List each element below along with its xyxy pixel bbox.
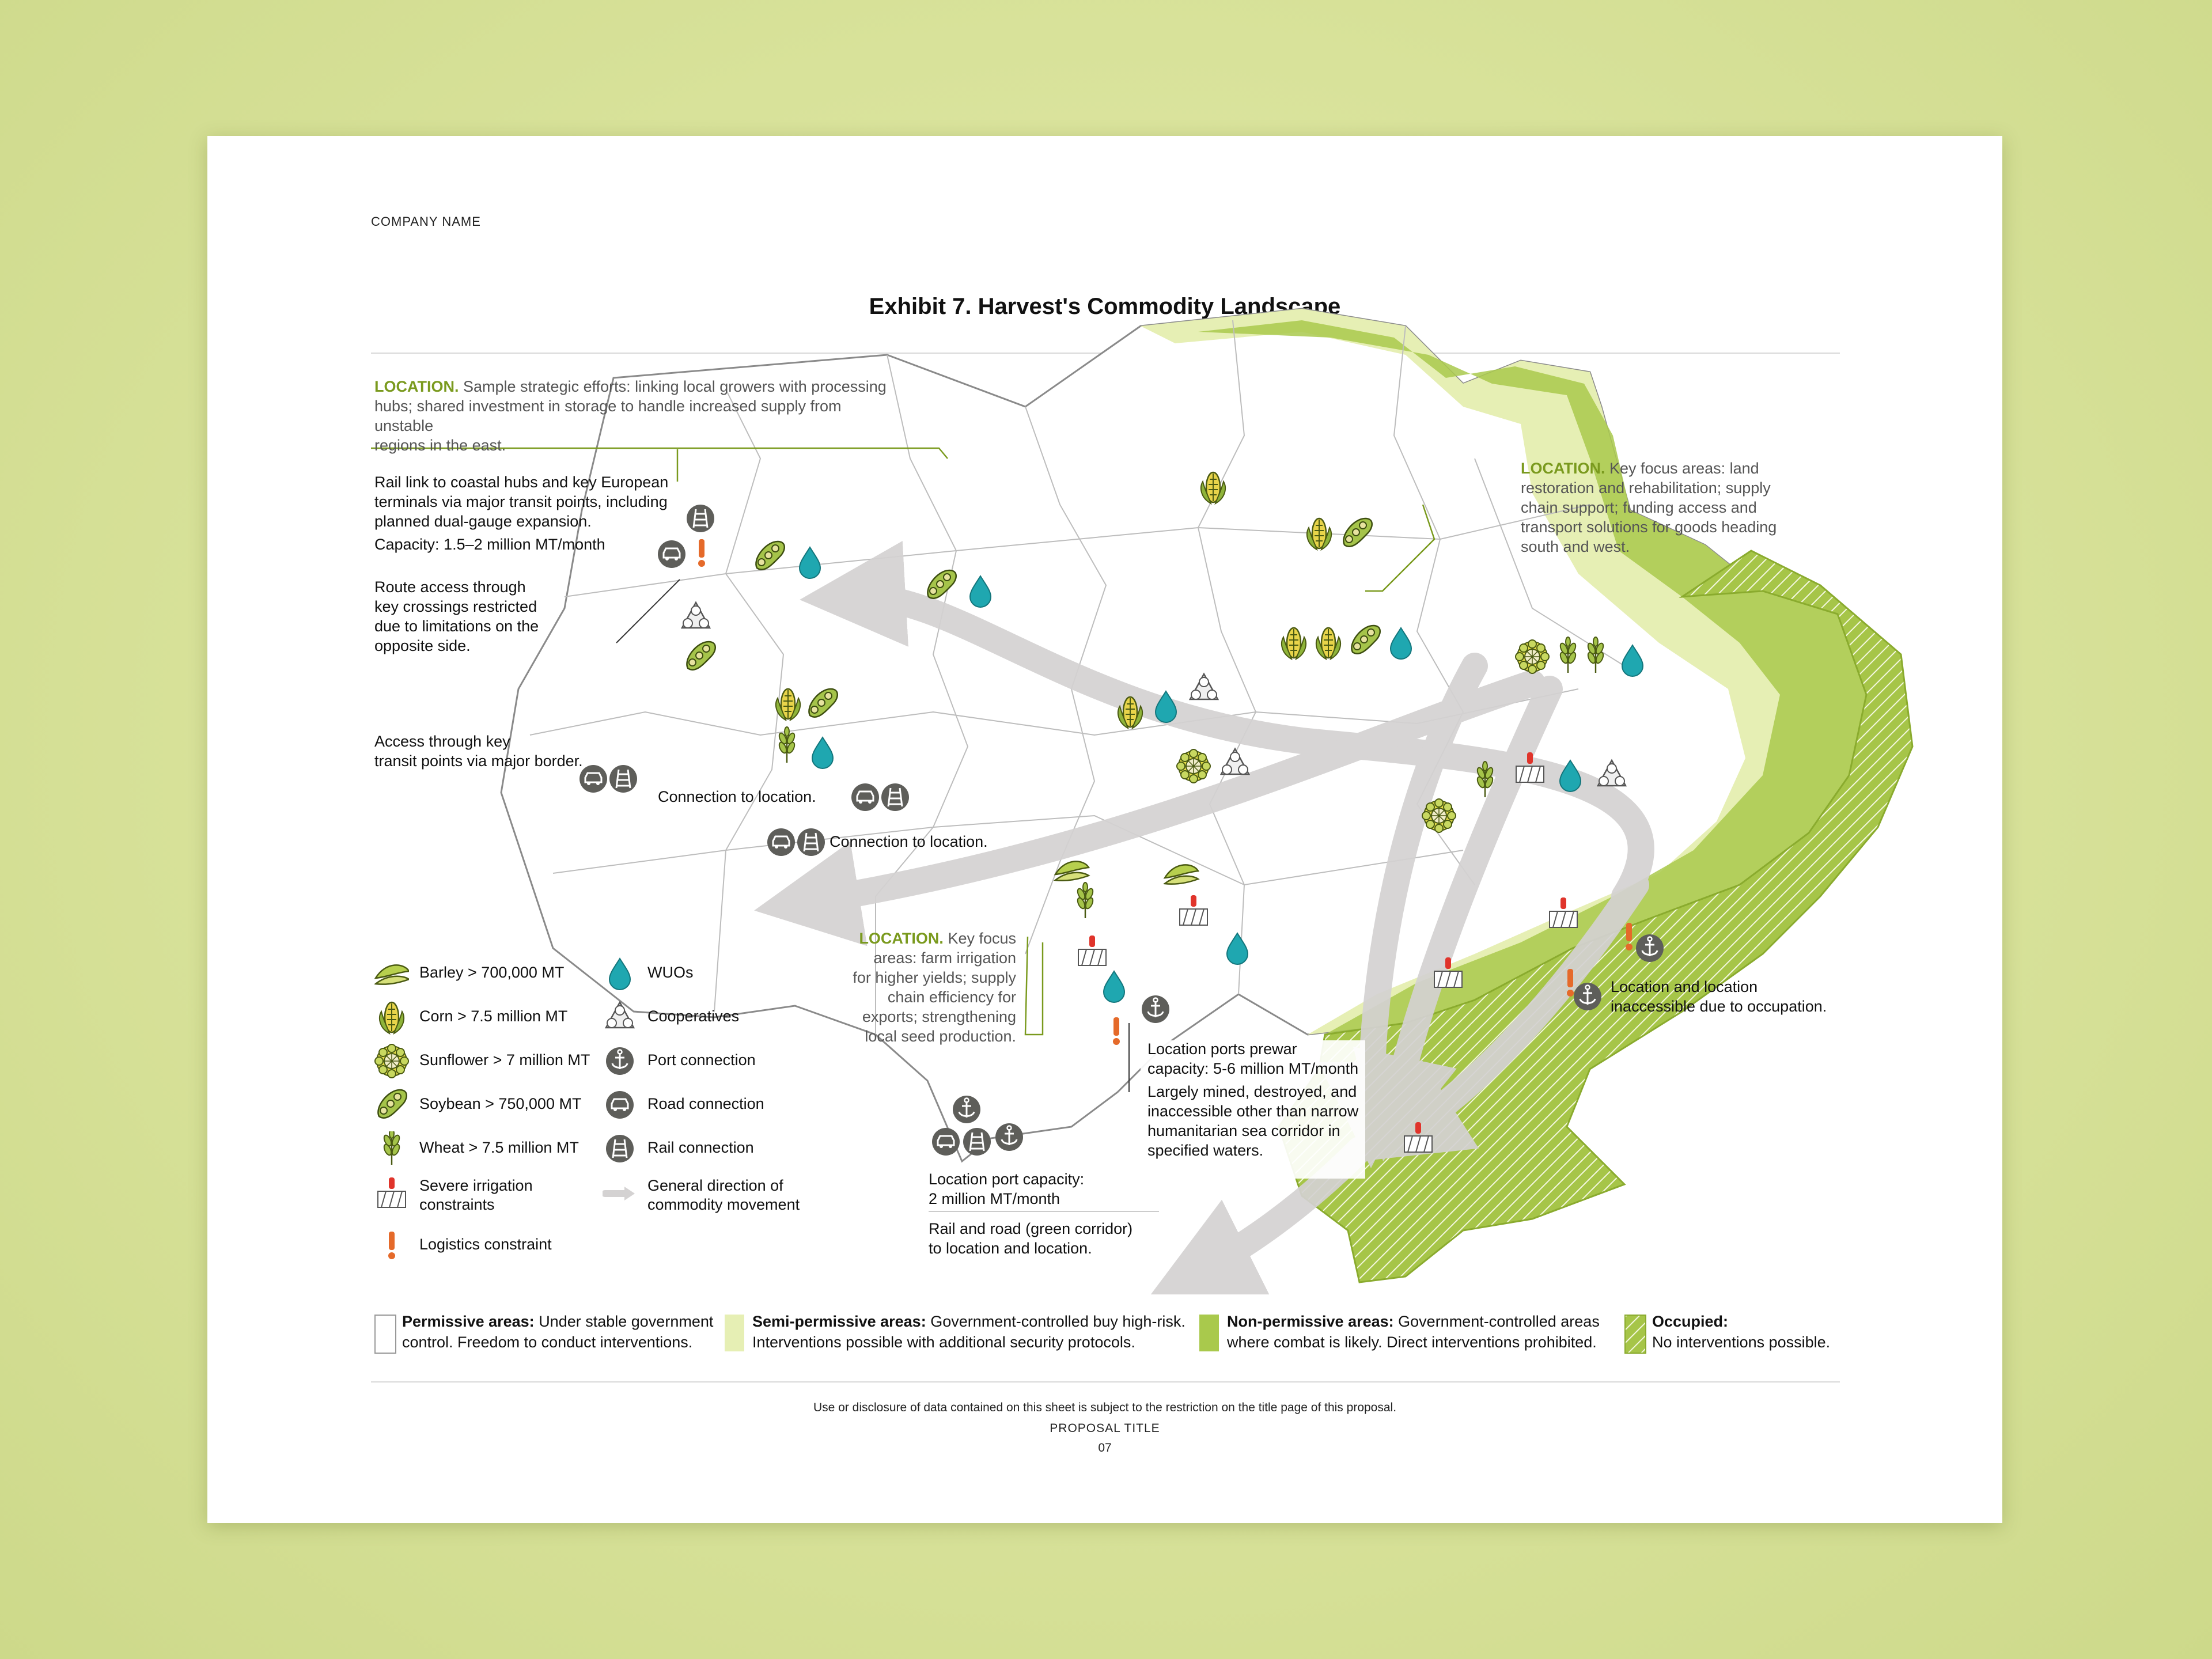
car-icon: [603, 1088, 637, 1122]
map-logistics-constraint-icon: [1626, 923, 1633, 950]
access-transit-callout: Access through key transit points via major border.: [374, 733, 583, 770]
route-access-callout: Route access through key crossings restricted due to limitations on the opposite side.: [374, 578, 539, 654]
map-rail-icon: [797, 828, 825, 856]
south-location-callout: LOCATION. Key focus areas: farm irrigation for higher yields; supply chain efficiency for exports; strengthening local seed production.: [853, 930, 1016, 1045]
rail-link-callout: Rail link to coastal hubs and key European terminals via major transit points, including planned dual-gauge expansion. Capacity: 1.5–2 million MT/month: [374, 474, 669, 553]
connection-callout-1: Connection to location.: [658, 788, 816, 805]
wheat-icon: [374, 1131, 409, 1166]
map-anchor-icon: [1142, 995, 1169, 1023]
occupied-ports-callout: Location and location inaccessible due to occupation.: [1611, 978, 1827, 1015]
company-name: COMPANY NAME: [371, 214, 481, 229]
map-sunflower-icon: [1422, 799, 1456, 832]
map-anchor-icon: [953, 1096, 980, 1123]
map-logistics-constraint-icon: [1567, 969, 1574, 997]
port-capacity-callout: Location port capacity: 2 million MT/month: [929, 1169, 1159, 1212]
map-anchor-icon: [1574, 983, 1601, 1010]
anchor-icon: [603, 1044, 637, 1078]
east-location-callout: LOCATION. Key focus areas: land restoration and rehabilitation; supply chain support; funding access and transport solutions for goods heading south and west.: [1521, 460, 1777, 555]
west-location-callout: LOCATION. Sample strategic efforts: linking local growers with processing hubs; shared investment in storage to handle increased supply from unstable regions in the east.: [374, 378, 887, 454]
map-anchor-icon: [1636, 934, 1664, 962]
soybean-icon: [374, 1088, 409, 1122]
non-swatch: [1199, 1315, 1219, 1351]
proposal-title: PROPOSAL TITLE: [1050, 1422, 1160, 1435]
map-car-icon: [767, 828, 795, 856]
arrow-icon: [603, 1176, 637, 1211]
ports-prewar-callout: Location ports prewar capacity: 5-6 million MT/month Largely mined, destroyed, and inaccessible other than narrow humanitarian sea corridor in specified waters.: [1147, 1040, 1359, 1159]
map-rail-icon: [881, 783, 909, 811]
document-page: COMPANY NAME Exhibit 7. Harvest's Commodity Landscape LOCATION. Sample strategic efforts: linking local growers with processing hubs; shared investment in storage to handle increased supply from unstable regions in the east. LOCATION. Key focus areas: land restoration and rehabilitation; supply chain support; funding access and transport solutions for goods heading south and west. LOCATION. Key focus areas: farm irrigation for higher yields; supply chain efficiency for exports; strengthening local seed production. Rail link to coastal hubs and key European terminals via major transit points, including planned dual-gauge expansion. Capacity: 1.5–2 million MT/month Route access through key crossings restricted due to limitations on the opposite side. Access through key transit points via major border. Connection to location. Connection to location. Location and location inaccessible due to occupation. Location ports prewar capacity: 5-6 million MT/month Largely mined, destroyed, and inaccessible other than narrow humanitarian sea corridor in specified waters. Location port capacity: 2 million MT/month Rail and road (green corridor) to location and location. Barley > 700,000 MT Corn > 7.5 million MT Sunflower > 7 million MT Soybean > 750,000 MT Wheat > 7.5 million MT Severe irrigation constraints Logistics constraint WUOs Cooperatives Port connection Road connection Rail connection General direction of commodity movement Permissive areas: Under stable government control. Freedom to conduct interventions. Semi-permissive areas: Government-controlled buy high-risk. Interventions possible with additional security protocols. Non-permissive areas: Government-controlled areas where combat is likely. Direct interventions prohibited. Occupied: No interventions possible. Use or disclosure of data contained on this sheet is subject to the restriction on the title page of this proposal. PROPOSAL TITLE 07: [207, 136, 2002, 1523]
map-sunflower-icon: [1177, 749, 1210, 783]
water-drop-icon: [603, 956, 637, 991]
corn-icon: [374, 1000, 409, 1035]
logistics-constraint-icon: [374, 1228, 409, 1263]
disclaimer: Use or disclosure of data contained on this sheet is subject to the restriction on the title page of this proposal.: [813, 1401, 1397, 1414]
semi-swatch: [725, 1315, 744, 1351]
map-logistics-constraint-icon: [1113, 1017, 1120, 1045]
permissive-swatch: [374, 1315, 396, 1354]
map-sunflower-icon: [1516, 640, 1549, 673]
exhibit-title: Exhibit 7. Harvest's Commodity Landscape: [869, 294, 1341, 319]
occupied-swatch: [1624, 1315, 1646, 1354]
map-car-icon: [851, 783, 879, 811]
rail-road-callout: Rail and road (green corridor) to location and location.: [929, 1220, 1133, 1257]
map-car-icon: [932, 1128, 960, 1156]
bottom-divider: [371, 1381, 1840, 1382]
sunflower-icon: [374, 1044, 409, 1078]
map-anchor-icon: [995, 1123, 1023, 1151]
rail-icon: [603, 1131, 637, 1166]
irrigation-constraint-icon: [374, 1176, 409, 1211]
map-rail-icon: [963, 1128, 991, 1156]
connection-callout-2: Connection to location.: [830, 833, 988, 850]
cooperative-icon: [603, 1000, 637, 1035]
barley-icon: [374, 956, 409, 991]
page-number: 07: [1098, 1441, 1112, 1455]
